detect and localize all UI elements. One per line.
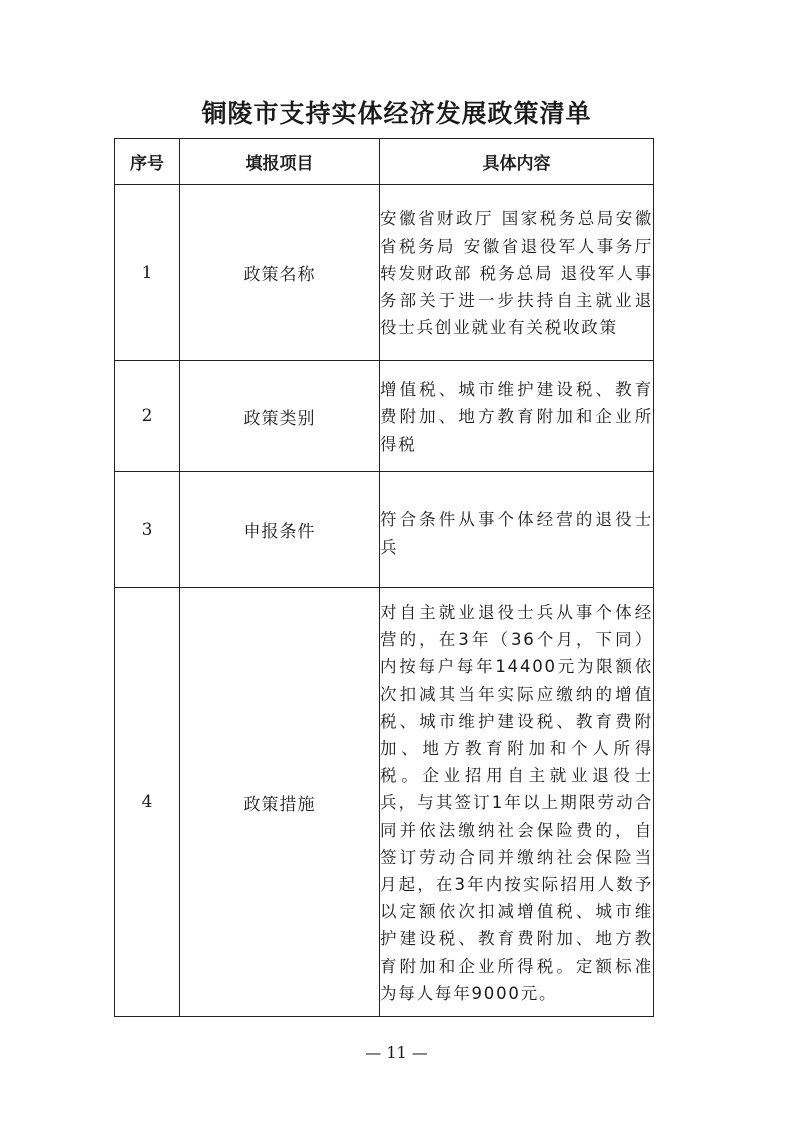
row-item: 政策类别 — [180, 361, 380, 472]
table-header-row — [115, 139, 654, 185]
header-item: 填报项目 — [180, 139, 380, 185]
row-item: 政策措施 — [180, 588, 380, 1017]
row-item: 政策名称 — [180, 185, 380, 361]
table-row — [115, 361, 654, 472]
header-serial: 序号 — [115, 139, 180, 185]
table-row — [115, 185, 654, 361]
row-serial: 1 — [115, 185, 180, 361]
row-content: 安徽省财政厅 国家税务总局安徽省税务局 安徽省退役军人事务厅转发财政部 税务总局 退役军人事务部关于进一步扶持自主就业退役士兵创业就业有关税收政策 — [380, 185, 654, 361]
page-number: — 11 — — [365, 1043, 428, 1062]
row-serial: 3 — [115, 472, 180, 588]
row-serial: 2 — [115, 361, 180, 472]
table-row — [115, 588, 654, 1017]
policy-table — [114, 138, 654, 1017]
row-content: 对自主就业退役士兵从事个体经营的，在3年（36个月，下同）内按每户每年14400元为限额依次扣减其当年实际应缴纳的增值税、城市维护建设税、教育费附加、地方教育附加和个人所得税。企业招用自主就业退役士兵，与其签订1年以上期限劳动合同并依法缴纳社会保险费的，自签订劳动合同并缴纳社会保险当月起，在3年内按实际招用人数予以定额依次扣减增值税、城市维护建设税、教育费附加、地方教育附加和企业所得税。定额标准为每人每年9000元。 — [380, 588, 654, 1017]
row-item: 申报条件 — [180, 472, 380, 588]
page-title: 铜陵市支持实体经济发展政策清单 — [201, 99, 592, 128]
row-content: 符合条件从事个体经营的退役士兵 — [380, 472, 654, 588]
row-serial: 4 — [115, 588, 180, 1017]
header-content: 具体内容 — [380, 139, 654, 185]
row-content: 增值税、城市维护建设税、教育费附加、地方教育附加和企业所得税 — [380, 361, 654, 472]
table-row — [115, 472, 654, 588]
